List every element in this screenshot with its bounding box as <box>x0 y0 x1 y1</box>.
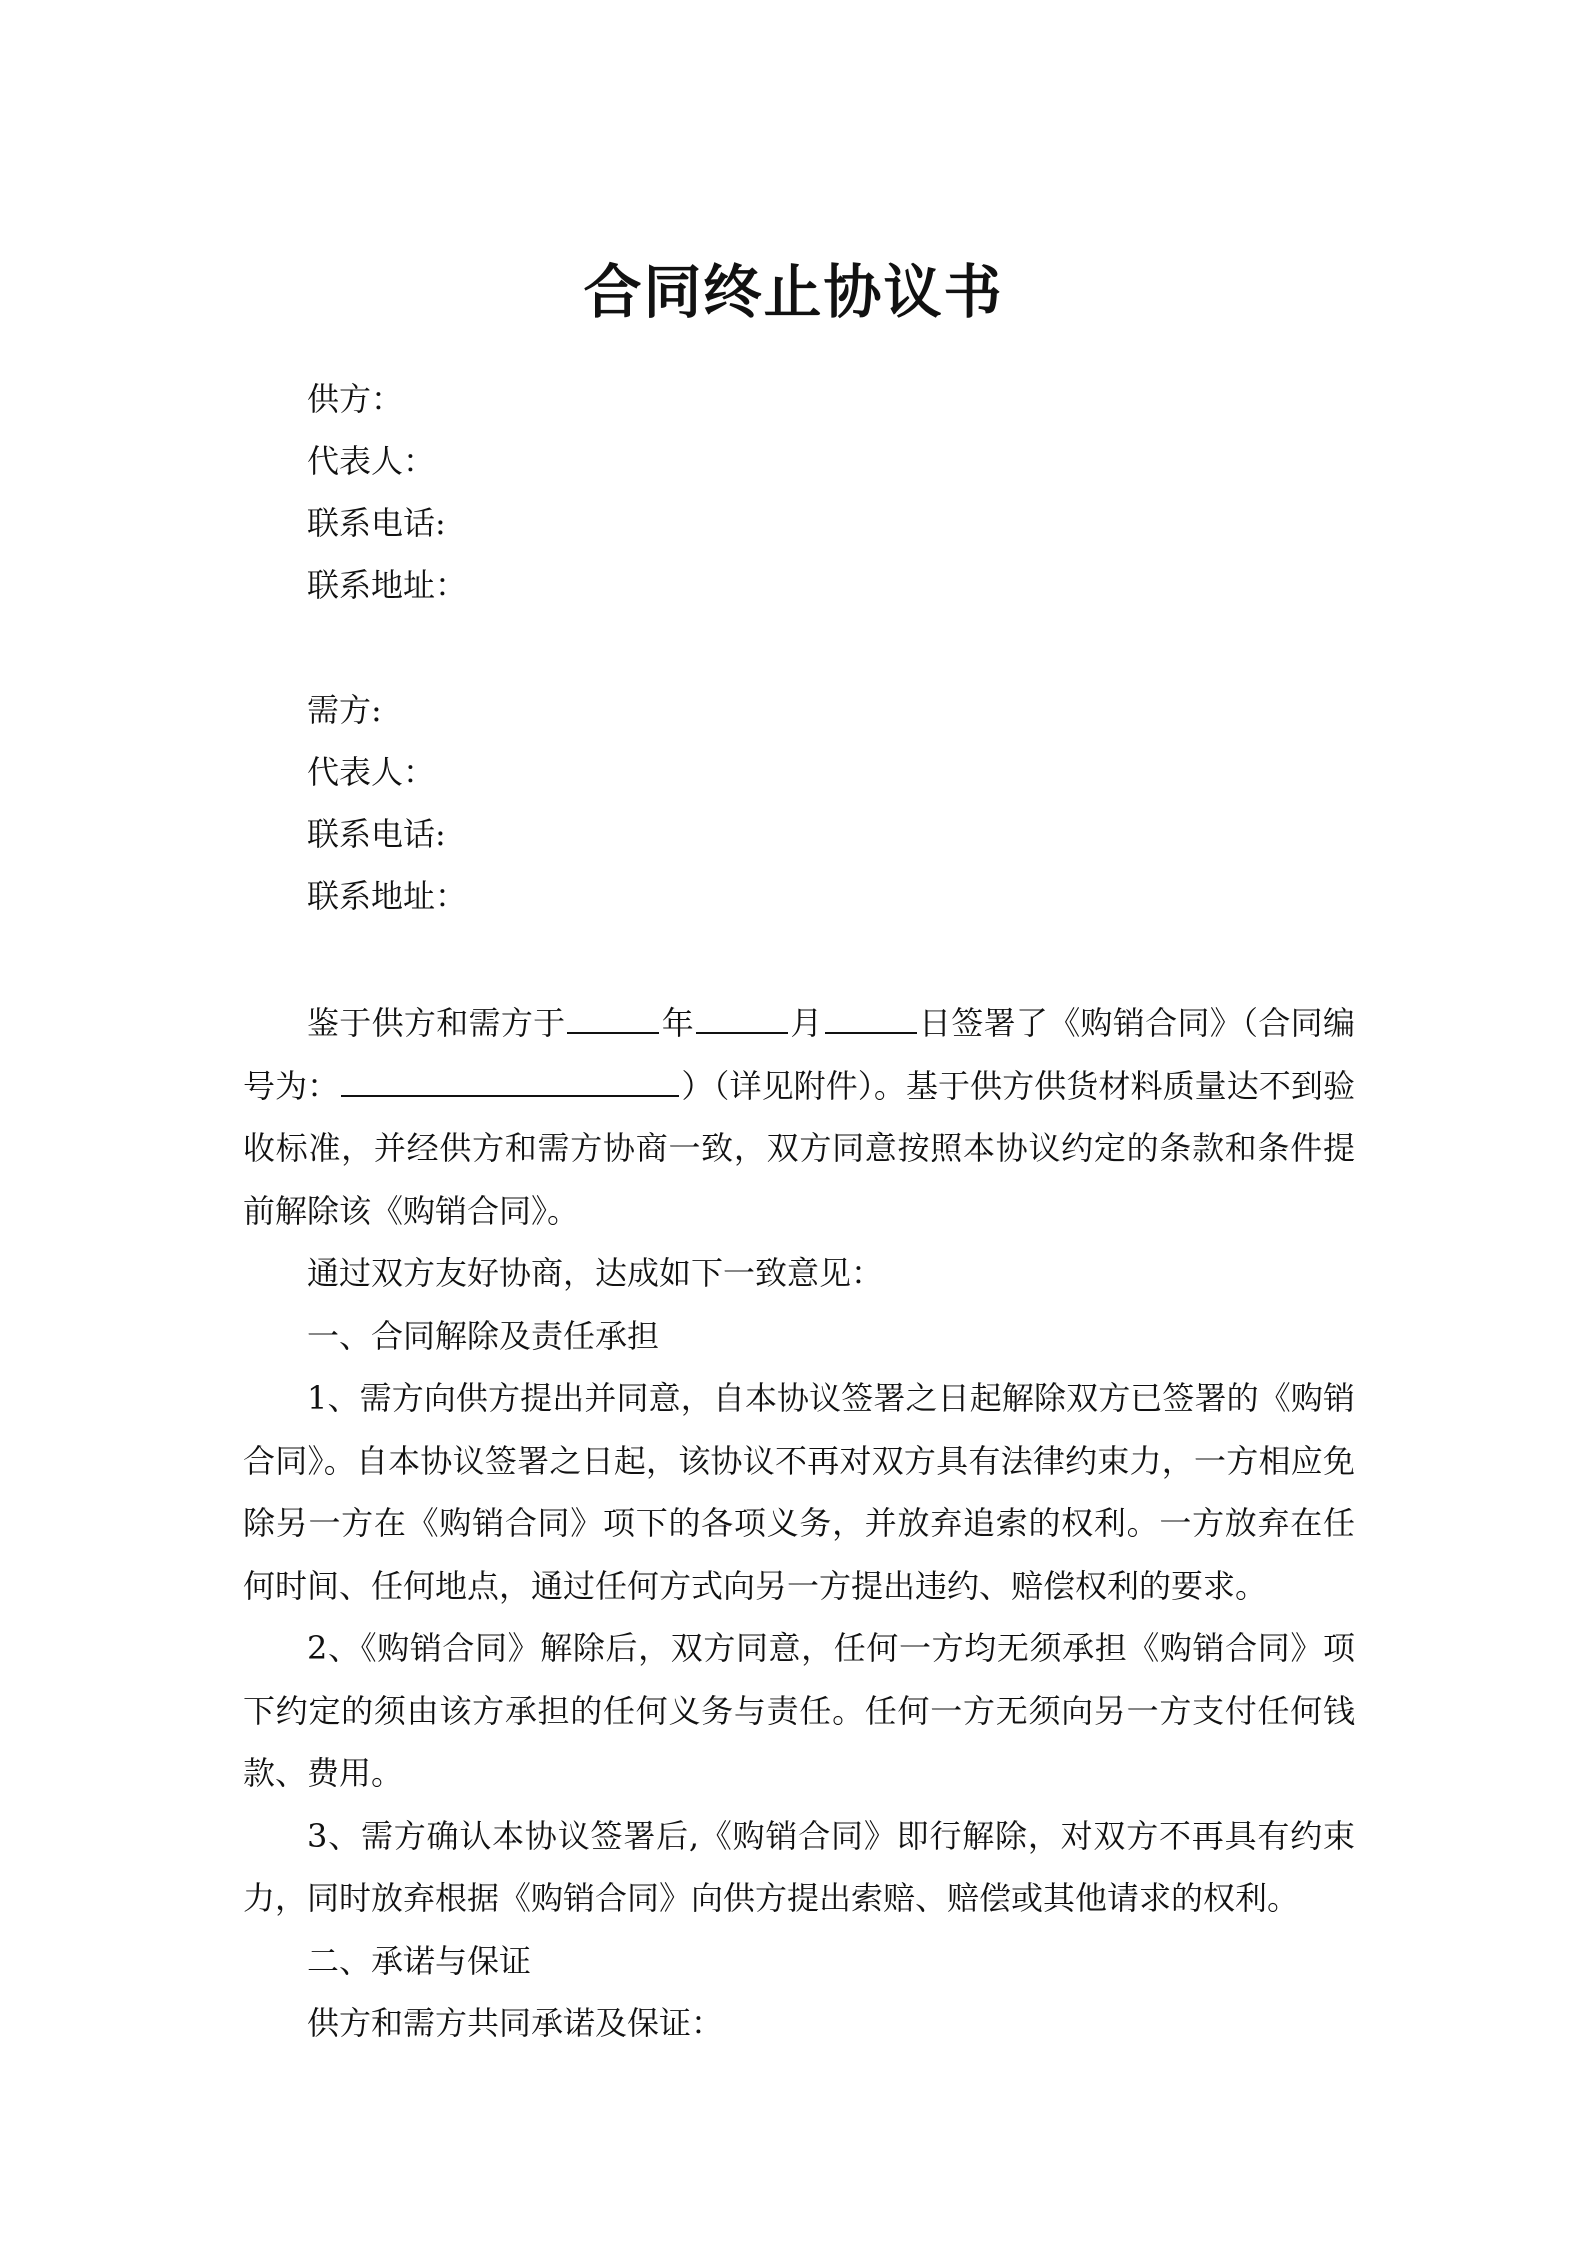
supplier-party-label: 供方： <box>307 380 404 418</box>
intro-text-1: 鉴于供方和需方于 <box>307 1004 566 1042</box>
day-blank <box>825 998 917 1034</box>
year-blank <box>567 998 659 1034</box>
clause-2: 2、《购销合同》解除后，双方同意，任何一方均无须承担《购销合同》项下约定的须由该方承担的任何义务与责任。任何一方无须向另一方支付任何钱款、费用。 <box>243 1629 1355 1792</box>
supplier-phone-label: 联系电话: <box>307 504 446 542</box>
buyer-info <box>307 679 1407 927</box>
buyer-party-label: 需方: <box>307 691 382 729</box>
intro-text-3: ）（详见附件）。基于供方供货材料质量达不到验收标准，并经供方和需方协商一致，双方同意按照本协议约定的条款和条件提前解除该《购销合同》。 <box>243 1066 1355 1230</box>
section2-heading: 二、承诺与保证 <box>307 1941 532 1980</box>
buyer-phone-label: 联系电话: <box>307 815 446 853</box>
section1-heading: 一、合同解除及责任承担 <box>307 1316 660 1355</box>
buyer-representative-label: 代表人： <box>307 753 436 791</box>
supplier-info <box>307 368 1407 616</box>
buyer-address-label: 联系地址： <box>307 877 468 915</box>
supplier-address-label: 联系地址： <box>307 566 468 604</box>
year-label: 年 <box>661 1004 695 1042</box>
supplier-representative-label: 代表人： <box>307 442 436 480</box>
intro-text-2: 日签署了《购销合同》（合同编号为： <box>243 1004 1355 1105</box>
contract-number-blank <box>341 1061 679 1097</box>
clause-3: 3、需方确认本协议签署后,《购销合同》即行解除，对双方不再具有约束力，同时放弃根据《购销合同》向供方提出索赔、赔偿或其他请求的权利。 <box>243 1816 1355 1917</box>
clause-1: 1、需方向供方提出并同意，自本协议签署之日起解除双方已签署的《购销合同》。自本协议签署之日起，该协议不再对双方具有法律约束力，一方相应免除另一方在《购销合同》项下的各项义务，并放弃追索的权利。一方放弃在任何时间、任何地点，通过任何方式向另一方提出违约、赔偿权利的要求。 <box>243 1379 1355 1605</box>
consensus-paragraph: 通过双方友好协商，达成如下一致意见： <box>307 1254 884 1292</box>
section2-intro: 供方和需方共同承诺及保证： <box>307 2004 724 2042</box>
document-title: 合同终止协议书 <box>583 258 1004 326</box>
month-label: 月 <box>790 1004 823 1042</box>
intro-paragraph <box>243 992 1355 1242</box>
agreement-body <box>243 992 1355 2055</box>
month-blank <box>696 998 788 1034</box>
